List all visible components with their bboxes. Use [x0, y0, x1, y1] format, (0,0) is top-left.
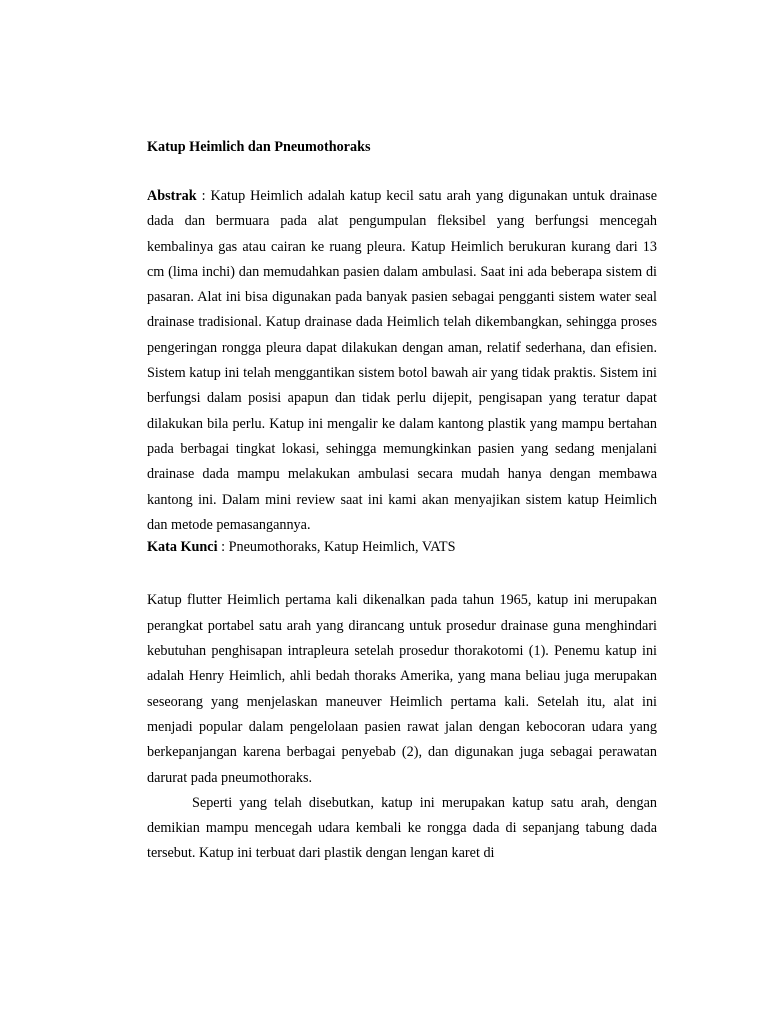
- body-paragraph-1: Katup flutter Heimlich pertama kali dikenalkan pada tahun 1965, katup ini merupakan perangkat portabel satu arah yang dirancang untuk prosedur drainase guna menghindari kebutuhan penghisapan intrapleura setelah prosedur thorakotomi (1). Penemu katup ini adalah Henry Heimlich, ahli bedah thoraks Amerika, yang mana beliau juga merupakan seseorang yang menjelaskan maneuver Heimlich pertama kali. Setelah itu, alat ini menjadi popular dalam pengelolaan pasien rawat jalan dengan kebocoran udara yang berkepanjangan karena berbagai penyebab (2), dan digunakan juga sebagai perawatan darurat pada pneumothoraks.: [147, 592, 657, 786]
- abstract-text: Katup Heimlich adalah katup kecil satu arah yang digunakan untuk drainase dada dan bermuara pada alat pengumpulan fleksibel yang berfungsi mencegah kembalinya gas atau cairan ke ruang pleura. Katup Heimlich berukuran kurang dari 13 cm (lima inchi) dan memudahkan pasien dalam ambulasi. Saat ini ada beberapa sistem di pasaran. Alat ini bisa digunakan pada banyak pasien sebagai pengganti sistem water seal drainase tradisional. Katup drainase dada Heimlich telah dikembangkan, sehingga proses pengeringan rongga pleura dapat dilakukan dengan aman, relatif sederhana, dan efisien. Sistem katup ini telah menggantikan sistem botol bawah air yang tidak praktis. Sistem ini berfungsi dalam posisi apapun dan tidak perlu dijepit, pengisapan yang teratur dapat dilakukan bila perlu. Katup ini mengalir ke dalam kantong plastik yang mampu bertahan pada berbagai tingkat lokasi, sehingga memungkinkan pasien yang sedang menjalani drainase dada mampu melakukan ambulasi secara mudah hanya dengan membawa kantong ini. Dalam mini review saat ini kami akan menyajikan sistem katup Heimlich dan metode pemasangannya.: [147, 188, 657, 533]
- abstract-separator: :: [196, 188, 211, 204]
- document-body: [147, 137, 657, 867]
- keywords-separator: :: [217, 539, 229, 556]
- document-title: Katup Heimlich dan Pneumothoraks: [147, 139, 371, 155]
- keywords-label: Kata Kunci: [147, 539, 218, 556]
- abstract-paragraph: [147, 184, 657, 538]
- keywords-text: Pneumothoraks, Katup Heimlich, VATS: [228, 539, 456, 556]
- body-paragraph-2: Seperti yang telah disebutkan, katup ini merupakan katup satu arah, dengan demikian mampu mencegah udara kembali ke rongga dada di sepanjang tabung dada tersebut. Katup ini terbuat dari plastik dengan lengan karet di: [147, 794, 657, 862]
- abstract-label: Abstrak: [147, 188, 197, 204]
- keywords-line: [147, 535, 657, 560]
